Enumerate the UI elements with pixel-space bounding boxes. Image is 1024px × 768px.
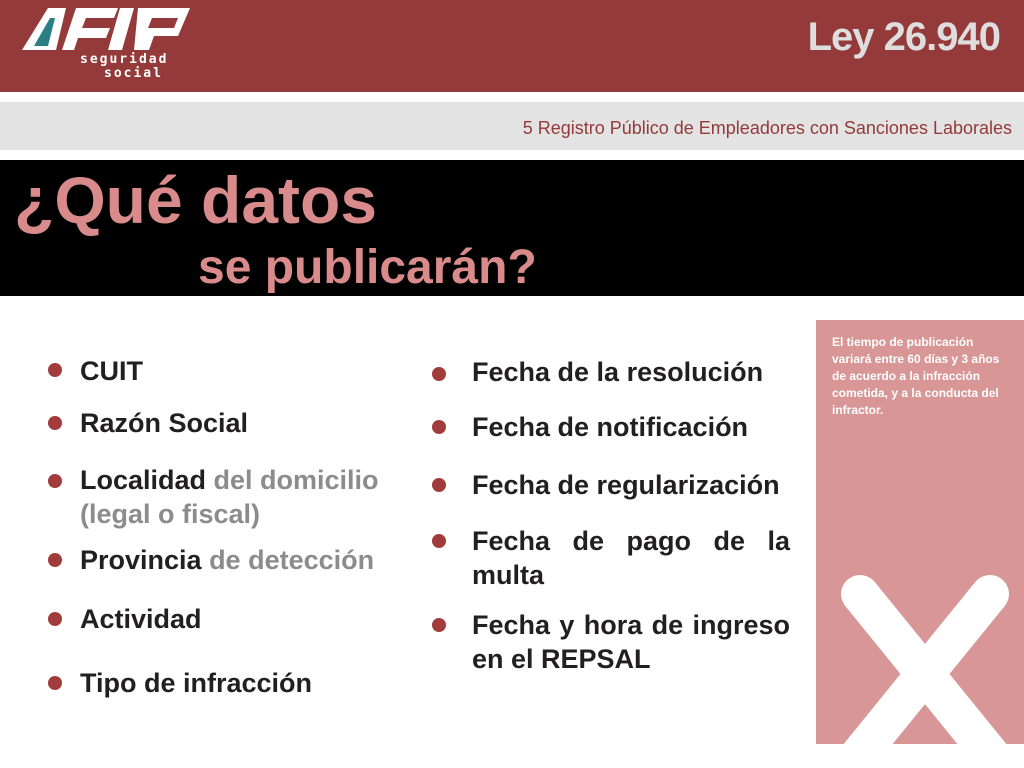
item-muted-text: de detección [201, 545, 375, 575]
list-item-tipo-infraccion [80, 666, 312, 700]
bullet-icon [432, 618, 446, 632]
afip-logo [22, 6, 202, 84]
side-note-text: El tiempo de publicación variará entre 60 días y 3 años de acuerdo a la infracción cometida, y a la conducta del infractor. [832, 335, 1000, 417]
bullet-icon [432, 367, 446, 381]
bullet-icon [48, 416, 62, 430]
list-item-provincia [80, 543, 374, 577]
list-item-cuit [80, 354, 143, 388]
list-item-fecha-notificacion: Fecha de notificación [472, 412, 749, 442]
item-text: Actividad [80, 604, 202, 634]
bullet-icon [432, 478, 446, 492]
bullet-icon [432, 534, 446, 548]
item-text: CUIT [80, 356, 143, 386]
x-mark-icon [840, 574, 1024, 744]
item-text: Razón Social [80, 408, 249, 438]
subtitle-band [0, 102, 1024, 150]
item-muted-text: (legal o fiscal) [80, 499, 261, 529]
list-item-actividad [80, 602, 202, 636]
law-title: Ley 26.940 [807, 15, 1000, 59]
afip-logo-letters [22, 6, 202, 56]
bullet-icon [48, 612, 62, 626]
item-text: Localidad [80, 465, 207, 495]
bullet-icon [48, 676, 62, 690]
logo-subtext [80, 53, 168, 81]
header-bar [0, 0, 1024, 92]
list-item-razon-social [80, 406, 248, 440]
list-item-fecha-hora-ingreso: Fecha y hora de ingreso en el REPSAL [472, 610, 790, 674]
slide-subtitle: 5 Registro Público de Empleadores con Sanciones Laborales [522, 118, 1012, 138]
list-item-fecha-resolucion: Fecha de la resolución [472, 357, 764, 387]
bullet-icon [48, 553, 62, 567]
item-muted-text: del domicilio [206, 465, 379, 495]
item-text: Provincia [80, 545, 202, 575]
item-text: Tipo de infracción [80, 668, 313, 698]
logo-sub-line1: seguridad [80, 52, 169, 67]
list-item-localidad [80, 463, 416, 531]
list-item-fecha-pago-multa: Fecha de pago de la multa [472, 526, 790, 590]
bullet-icon [432, 420, 446, 434]
list-item-fecha-regularizacion: Fecha de regularización [472, 470, 780, 500]
bullet-icon [48, 363, 62, 377]
side-note-panel [816, 320, 1024, 744]
logo-sub-line2: social [104, 66, 163, 81]
bullet-icon [48, 474, 62, 488]
page-title-line2: se publicarán? [198, 241, 537, 294]
page-title-line1: ¿Qué datos [14, 163, 378, 237]
